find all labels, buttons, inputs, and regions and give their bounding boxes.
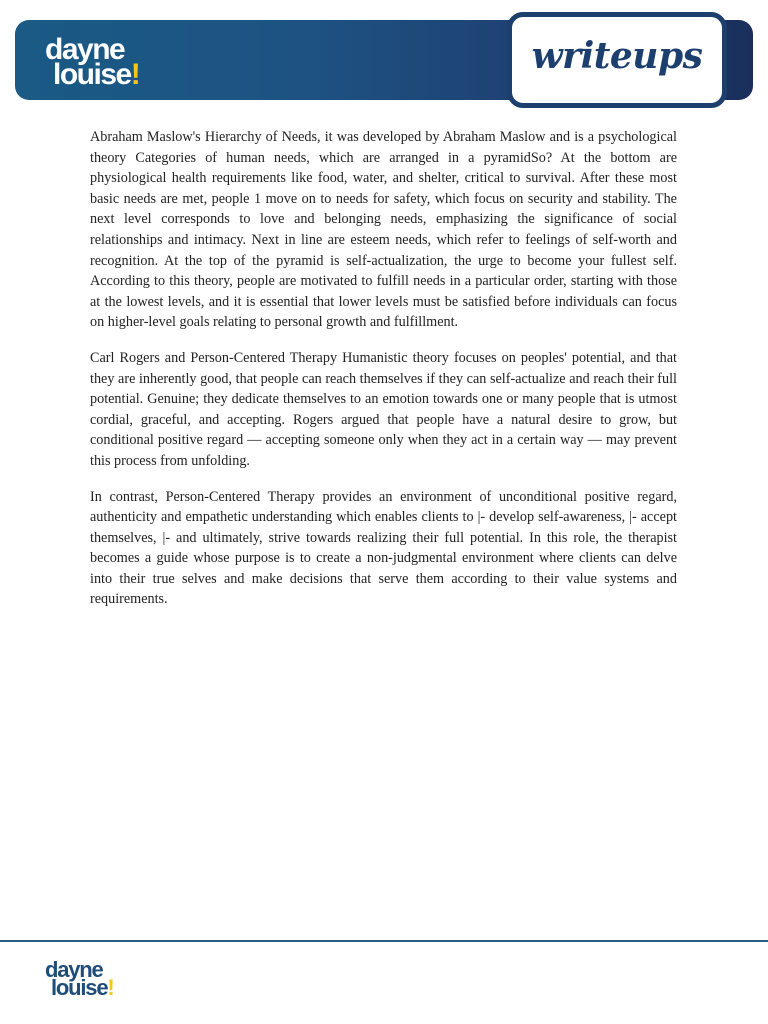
logo-exclamation: ! xyxy=(130,57,140,91)
article-body xyxy=(90,127,677,625)
footer-logo-line-1: dayne xyxy=(45,957,103,982)
writeups-title: writeups xyxy=(531,35,703,77)
footer-logo xyxy=(45,957,114,1001)
brand-logo[interactable] xyxy=(45,33,140,91)
paragraph-rogers: Carl Rogers and Person-Centered Therapy Humanistic theory focuses on peoples' potential, and that they are inherently good, that people can reach themselves if they can self-actualize and reach their full potential. Genuine; they dedicate themselves to an emotion towards one or many people that is utmost cordial, graceful, and accepting. Rogers argued that people have a natural desire to grow, but conditional positive regard — accepting someone only when they act in a certain way — may prevent this process from unfolding. xyxy=(90,349,677,469)
logo-line-2-text: louise xyxy=(53,57,131,91)
footer-logo-exclamation: ! xyxy=(107,975,114,1001)
logo-line-2 xyxy=(45,57,140,91)
footer-logo-line-2 xyxy=(45,975,114,1001)
footer-divider xyxy=(0,940,768,942)
writeups-badge xyxy=(507,12,727,108)
logo-line-1: dayne xyxy=(45,33,125,66)
paragraph-person-centered: In contrast, Person-Centered Therapy provides an environment of unconditional positive regard, authenticity and empathetic understanding which enables clients to |- develop self-awareness, |- accept themselves, |- and ultimately, strive towards realizing their full potential. In this role, the therapist becomes a guide whose purpose is to create a non-judgmental environment where clients can delve into their true selves and make decisions that serve them according to their value systems and requirements. xyxy=(90,488,677,608)
footer-logo-line-2-text: louise xyxy=(51,975,108,1001)
paragraph-maslow: Abraham Maslow's Hierarchy of Needs, it was developed by Abraham Maslow and is a psychological theory Categories of human needs, which are arranged in a pyramidSo? At the bottom are physiological health requirements like food, water, and shelter, critical to survival. After these most basic needs are met, people 1 move on to needs for safety, which focus on security and stability. The next level corresponds to love and belonging needs, emphasizing the significance of social relationships and intimacy. Next in line are esteem needs, which refer to feelings of self-worth and recognition. At the top of the pyramid is self-actualization, the urge to become your fullest self. According to this theory, people are motivated to fulfill needs in a particular order, starting with those at the lowest levels, and it is essential that lower levels must be satisfied before individuals can focus on higher-level goals relating to personal growth and fulfillment. xyxy=(90,129,677,331)
